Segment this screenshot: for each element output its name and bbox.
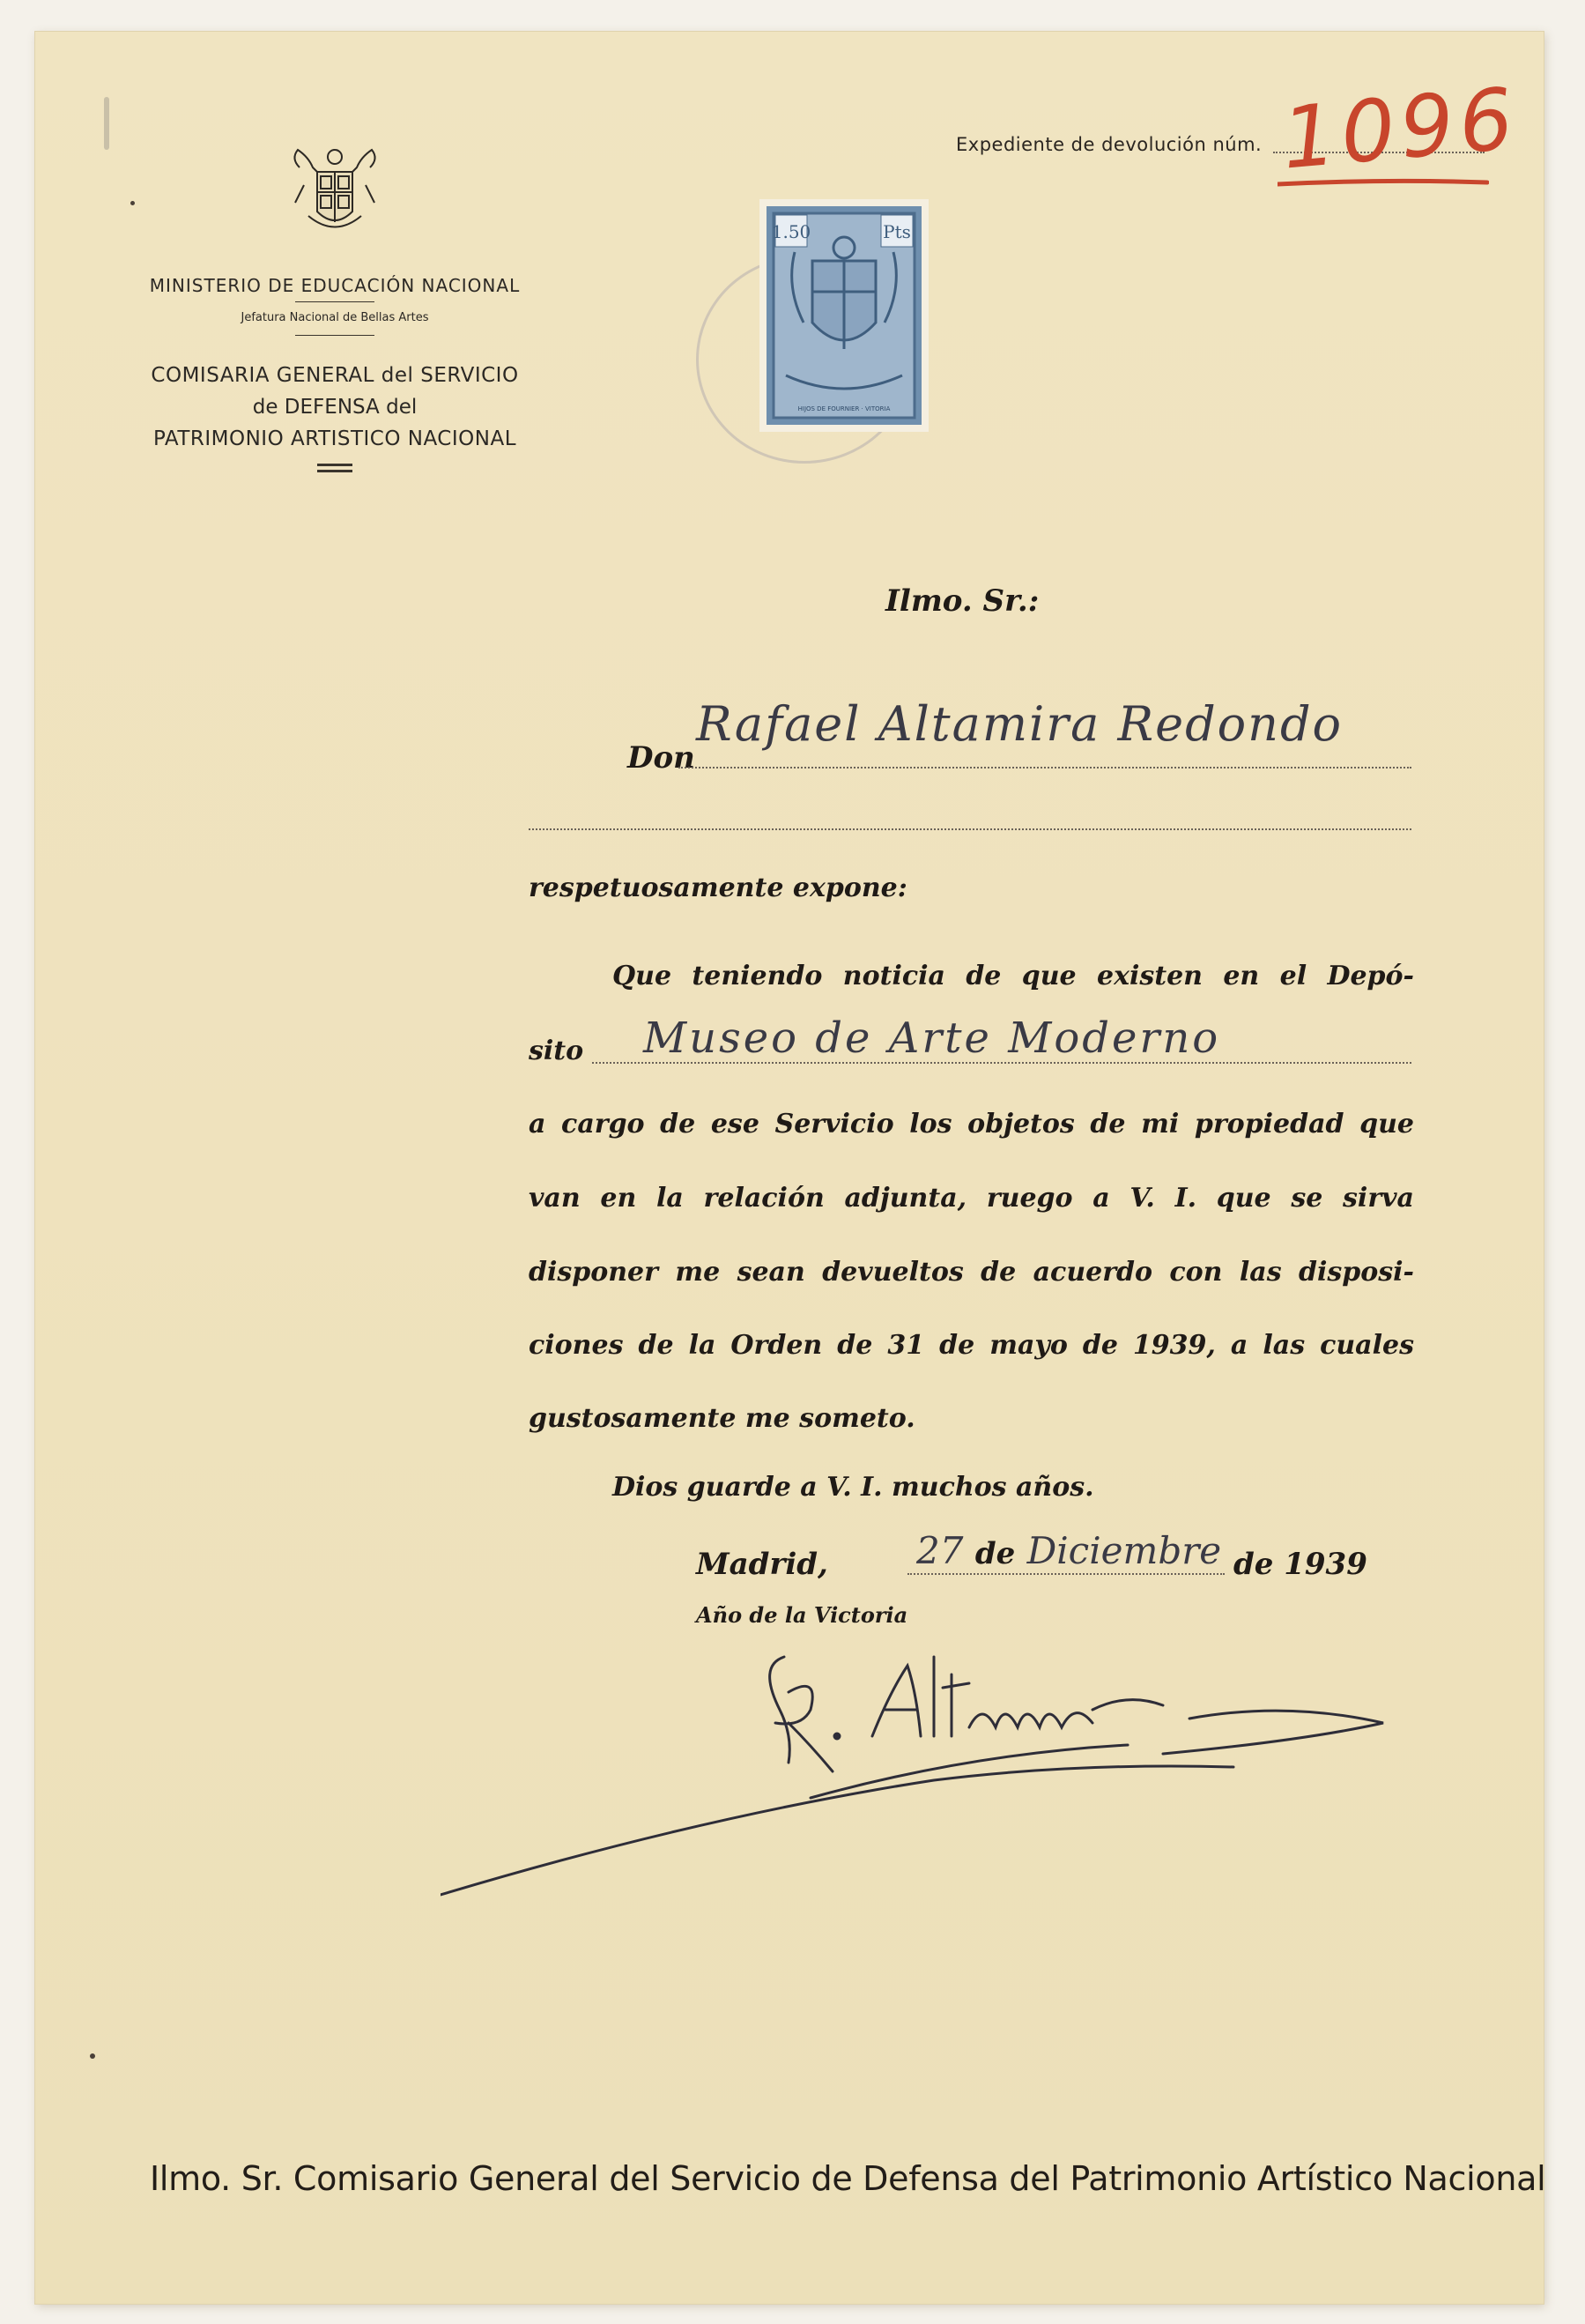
date-city: Madrid,	[696, 1547, 828, 1582]
date-month: Diciembre	[1026, 1529, 1222, 1572]
blank-dotted-line	[529, 828, 1411, 830]
date-de: de	[974, 1536, 1016, 1571]
coat-of-arms-icon	[282, 141, 388, 247]
letterhead-double-rule	[317, 470, 352, 472]
punch-mark	[130, 201, 135, 205]
body-line-1: a cargo de ese Servicio los objetos de mi propiedad que	[529, 1109, 1414, 1140]
revenue-stamp	[759, 199, 929, 432]
handwritten-signature	[441, 1639, 1427, 1904]
date-day-month-handwritten	[916, 1529, 1221, 1572]
footer-addressee: Ilmo. Sr. Comisario General del Servicio de Defensa del Patrimonio Artístico Nacional	[150, 2159, 1546, 2198]
deposito-handwritten: Museo de Arte Moderno	[643, 1014, 1221, 1063]
comisaria-line-3: PATRIMONIO ARTISTICO NACIONAL	[152, 427, 517, 450]
letterhead-divider	[295, 335, 374, 336]
body-sito-prefix: sito	[529, 1036, 584, 1066]
ministry-heading: MINISTERIO DE EDUCACIÓN NACIONAL	[149, 275, 521, 296]
expediente-number: 1096	[1278, 69, 1522, 189]
expediente-label: Expediente de devolución núm.	[956, 134, 1263, 155]
body-line-4: ciones de la Orden de 31 de mayo de 1939, a las cuales	[529, 1330, 1414, 1361]
intro-text: respetuosamente expone:	[529, 872, 907, 903]
jefatura-subheading: Jefatura Nacional de Bellas Artes	[241, 311, 429, 324]
body-line-2: van en la relación adjunta, ruego a V. I. que se sirva	[529, 1183, 1414, 1214]
stamp-printer: HIJOS DE FOURNIER · VITORIA	[797, 405, 891, 412]
date-place	[696, 1547, 828, 1582]
body-line-5: gustosamente me someto.	[529, 1403, 915, 1434]
petitioner-name-handwritten: Rafael Altamira Redondo	[696, 696, 1344, 752]
letterhead-double-rule	[317, 464, 352, 466]
ano-de-la-victoria: Año de la Victoria	[696, 1602, 908, 1628]
punch-mark	[104, 97, 109, 150]
red-pencil-underline	[1278, 172, 1489, 198]
petitioner-prefix: Don	[627, 740, 695, 776]
closing-formula: Dios guarde a V. I. muchos años.	[612, 1472, 1094, 1503]
punch-mark	[90, 2053, 95, 2059]
comisaria-line-2: de DEFENSA del	[252, 396, 418, 419]
stamp-currency: Pts	[883, 221, 911, 242]
date-dotted-line	[907, 1573, 1225, 1575]
comisaria-line-1: COMISARIA GENERAL del SERVICIO	[151, 364, 519, 387]
date-day: 27	[916, 1529, 964, 1572]
letterhead-divider	[295, 301, 374, 302]
body-line-que: Que teniendo noticia de que existen en el Depó-	[612, 961, 1414, 991]
stamp-value: 1.50	[771, 221, 811, 242]
date-year: de 1939	[1233, 1547, 1367, 1582]
body-line-3: disponer me sean devueltos de acuerdo con las disposi-	[529, 1257, 1414, 1288]
salutation: Ilmo. Sr.:	[885, 583, 1040, 619]
petitioner-dotted-line	[678, 767, 1411, 768]
